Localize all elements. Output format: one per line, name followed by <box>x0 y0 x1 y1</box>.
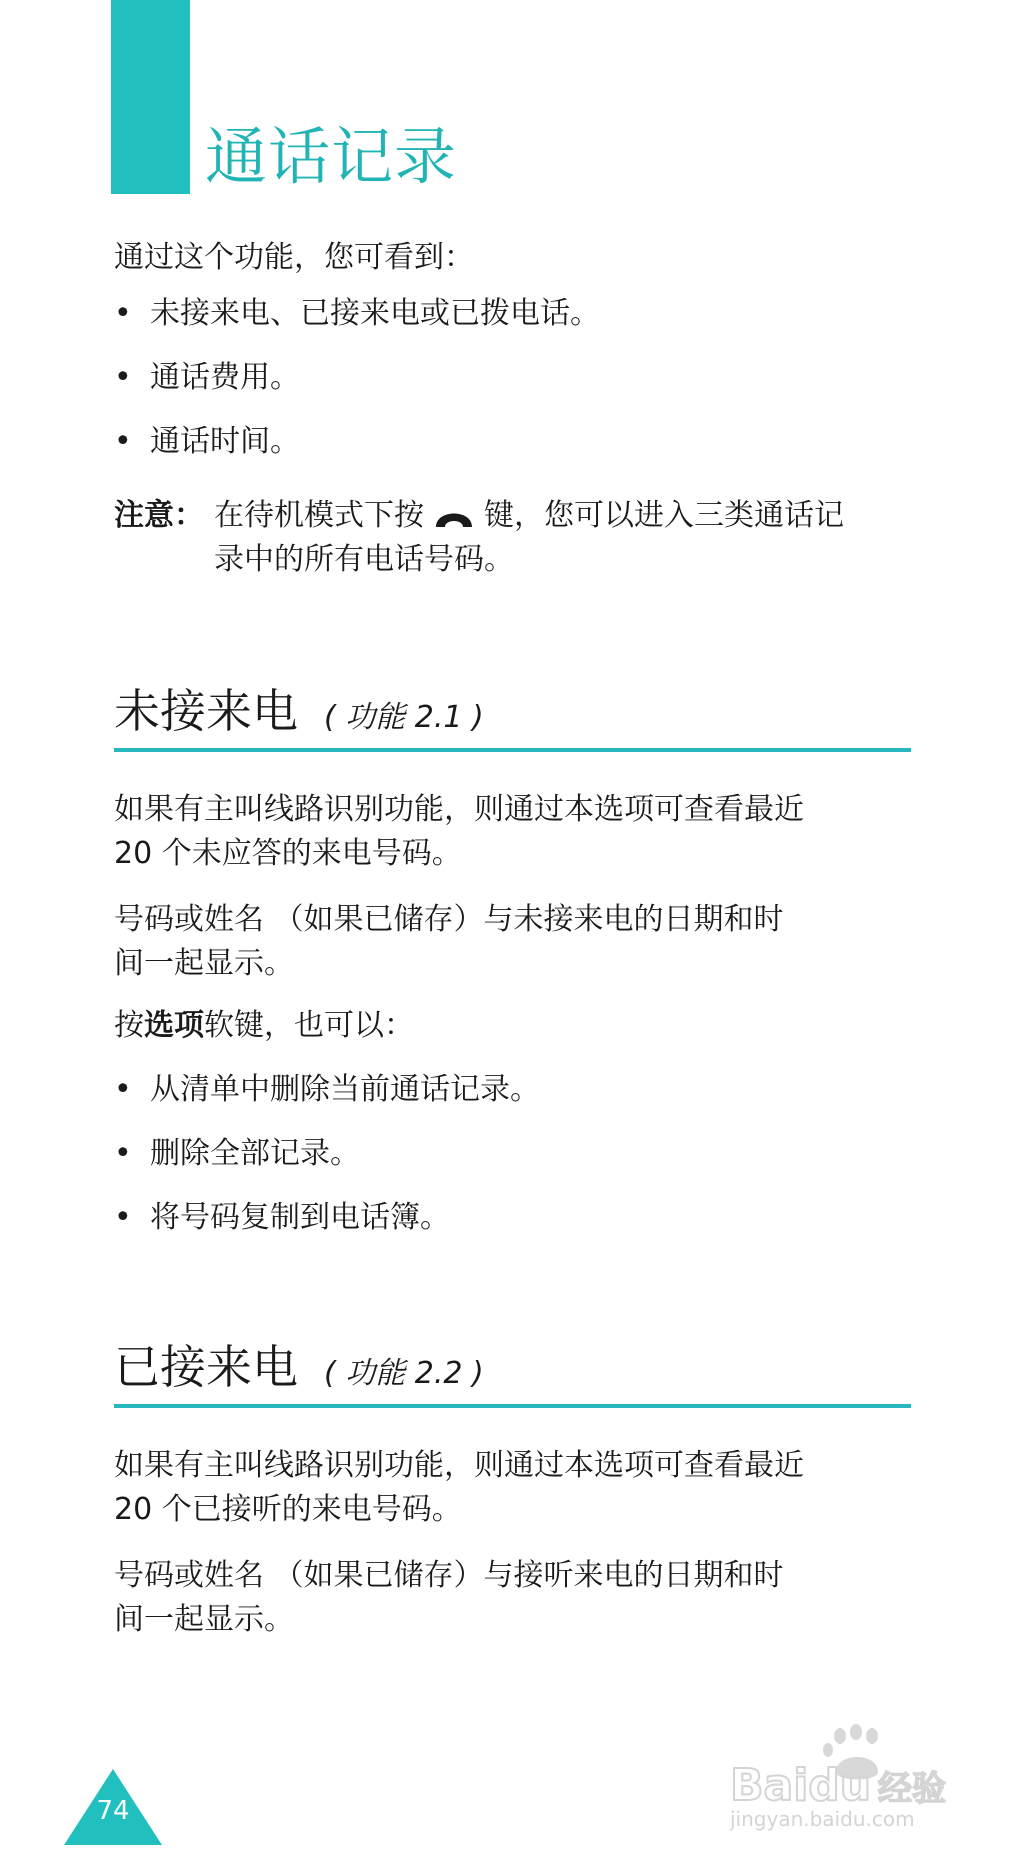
paragraph-line: 间一起显示。 <box>114 946 294 981</box>
baidu-watermark-logo <box>728 1722 968 1832</box>
paragraph-line: 20 个未应答的来电号码。 <box>114 836 462 871</box>
end-call-key-icon <box>432 501 476 531</box>
list-item: • 未接来电、已接来电或已拨电话。 <box>114 296 600 331</box>
list-item: • 通话时间。 <box>114 424 300 459</box>
paragraph-line: 间一起显示。 <box>114 1602 294 1637</box>
paragraph-line: 如果有主叫线路识别功能，则通过本选项可查看最近 <box>114 1448 804 1483</box>
list-item: • 从清单中删除当前通话记录。 <box>114 1072 540 1107</box>
svg-text:jingyan.baidu.com: jingyan.baidu.com <box>730 1807 915 1831</box>
intro-text: 通过这个功能，您可看到： <box>114 240 474 275</box>
svg-text:经验: 经验 <box>878 1769 946 1809</box>
note-line-1: 在待机模式下按 键，您可以进入三类通话记 <box>214 498 844 533</box>
page-number: 74 <box>96 1796 130 1826</box>
section-heading-missed-calls: 未接来电 ( 功能 2.1 ) <box>114 684 484 738</box>
note-label: 注意： <box>114 498 204 533</box>
list-item: • 删除全部记录。 <box>114 1136 360 1171</box>
paragraph-line: 20 个已接听的来电号码。 <box>114 1492 462 1527</box>
options-softkey-text: 按选项软键，也可以： <box>114 1008 414 1043</box>
paragraph-line: 如果有主叫线路识别功能，则通过本选项可查看最近 <box>114 792 804 827</box>
list-item: • 将号码复制到电话簿。 <box>114 1200 450 1235</box>
section-divider <box>114 1404 911 1408</box>
title-accent-bar <box>111 0 190 194</box>
note-line-2: 录中的所有电话号码。 <box>214 542 514 577</box>
page-title: 通话记录 <box>205 120 458 193</box>
paragraph-line: 号码或姓名 （如果已储存）与未接来电的日期和时 <box>114 902 784 937</box>
svg-text:Baidu: Baidu <box>730 1760 872 1811</box>
list-item: • 通话费用。 <box>114 360 300 395</box>
section-divider <box>114 748 911 752</box>
paragraph-line: 号码或姓名 （如果已储存）与接听来电的日期和时 <box>114 1558 784 1593</box>
section-heading-received-calls: 已接来电 ( 功能 2.2 ) <box>114 1340 484 1394</box>
